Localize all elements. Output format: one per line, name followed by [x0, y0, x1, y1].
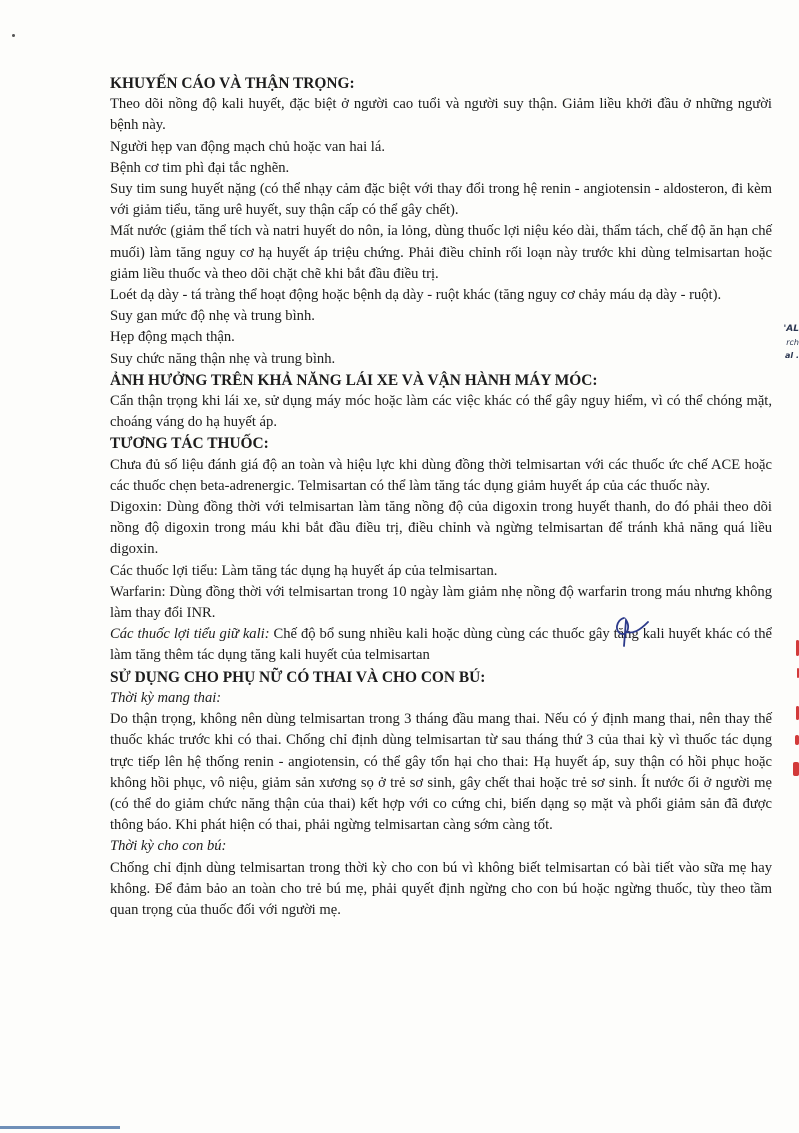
red-seal-fragment: [795, 735, 799, 745]
pregnancy-subheading: Thời kỳ mang thai:: [110, 689, 222, 706]
warnings-paragraph: Suy gan mức độ nhẹ và trung bình.: [110, 308, 315, 325]
red-seal-fragment: [793, 762, 799, 776]
margin-stamp-line: al .: [785, 351, 799, 360]
lactation-subheading: Thời kỳ cho con bú:: [110, 838, 227, 855]
driving-paragraph: Cẩn thận trọng khi lái xe, sử dụng máy móc hoặc làm các việc khác có thể gây nguy hiểm, vì có thể chóng mặt, choáng váng do hạ huyết áp.: [110, 393, 772, 431]
scan-speck-mark: [12, 34, 15, 37]
pregnancy-paragraph: Do thận trọng, không nên dùng telmisartan trong 3 tháng đầu mang thai. Nếu có ý định mang thai, nên thay thế thuốc khác trước khi có thai. Chống chỉ định dùng telmisartan từ sau tháng thứ 3 của thai kỳ vì thuốc tác dụng trực tiếp lên hệ thống renin - angiotensin, có thể gây tổn hại cho thai: Hạ huyết áp, suy thận có hồi phục hoặc không hồi phục, vô niệu, giảm sản xương sọ ở trẻ sơ sinh, gây chết thai hoặc trẻ sơ sinh. Ít nước ối ở người mẹ (có thể do giảm chức năng thận của thai) kết hợp với co cứng chi, biến dạng sọ mặt và phổi giảm sản đã được thông báo. Khi phát hiện có thai, phải ngừng telmisartan càng sớm càng tốt.: [110, 711, 772, 834]
interaction-warfarin: Warfarin: Dùng đồng thời với telmisartan trong 10 ngày làm giảm nhẹ nồng độ warfarin trong máu nhưng không làm thay đổi INR.: [110, 583, 772, 622]
lactation-paragraph: Chống chỉ định dùng telmisartan trong thời kỳ cho con bú vì không biết telmisartan có bài tiết vào sữa mẹ hay không. Để đảm bảo an toàn cho trẻ bú mẹ, phải quyết định ngừng cho con bú hoặc ngừng thuốc, tùy theo tầm quan trọng của thuốc đối với người mẹ.: [110, 859, 772, 918]
interaction-potassium: [110, 624, 772, 666]
interaction-digoxin: Digoxin: Dùng đồng thời với telmisartan làm tăng nồng độ của digoxin trong huyết thanh, do đó phải theo dõi nồng độ digoxin trong máu khi bắt đầu điều trị, điều chỉnh và ngừng telmisartan để tránh khả năng quá liều digoxin.: [110, 499, 772, 558]
warnings-paragraph: Suy chức năng thận nhẹ và trung bình.: [110, 350, 336, 367]
pregnancy-heading: SỬ DỤNG CHO PHỤ NỮ CÓ THAI VÀ CHO CON BÚ:: [110, 668, 486, 686]
warnings-paragraph: Người hẹp van động mạch chủ hoặc van hai lá.: [110, 138, 385, 155]
warnings-heading: KHUYẾN CÁO VÀ THẬN TRỌNG:: [110, 75, 355, 92]
interaction-potassium-label: Các thuốc lợi tiểu giữ kali:: [110, 626, 270, 643]
warnings-paragraph: Bệnh cơ tim phì đại tắc nghẽn.: [110, 159, 290, 176]
interactions-intro: Chưa đủ số liệu đánh giá độ an toàn và hiệu lực khi dùng đồng thời telmisartan với các thuốc ức chế ACE hoặc các thuốc chẹn beta-adrenergic. Telmisartan có thể làm tăng tác dụng giảm huyết áp của các thuốc này.: [110, 456, 772, 494]
interaction-diuretics: Các thuốc lợi tiểu: Làm tăng tác dụng hạ huyết áp của telmisartan.: [110, 562, 498, 579]
interaction-potassium-text: Chế độ bổ sung nhiều kali hoặc dùng cùng các thuốc gây tăng kali huyết khác có thể làm tăng thêm tác dụng tăng kali huyết của telmisartan: [110, 626, 772, 664]
warnings-paragraph: Hẹp động mạch thận.: [110, 329, 235, 346]
interactions-heading: TƯƠNG TÁC THUỐC:: [110, 435, 269, 453]
driving-heading: ẢNH HƯỞNG TRÊN KHẢ NĂNG LÁI XE VÀ VẬN HÀNH MÁY MÓC:: [110, 371, 598, 389]
handwritten-signature: [606, 612, 652, 648]
margin-stamp-text: [771, 323, 799, 362]
warnings-paragraph: Loét dạ dày - tá tràng thể hoạt động hoặc bệnh dạ dày - ruột khác (tăng nguy cơ chảy máu dạ dày - ruột).: [110, 287, 722, 304]
warnings-paragraph: Suy tim sung huyết nặng (có thể nhạy cảm đặc biệt với thay đổi trong hệ renin - angiotensin - aldosteron, đi kèm với giảm tiểu, tăng urê huyết, suy thận cấp có thể gây chết).: [110, 181, 772, 219]
margin-stamp-line: rch: [786, 338, 799, 347]
warnings-paragraph: Theo dõi nồng độ kali huyết, đặc biệt ở người cao tuổi và người suy thận. Giảm liều khởi đầu ở những người bệnh này.: [110, 96, 772, 134]
margin-stamp-line: 'AL: [783, 324, 799, 334]
scan-edge-line: [0, 1126, 120, 1129]
warnings-paragraph: Mất nước (giảm thể tích và natri huyết do nôn, ỉa lỏng, dùng thuốc lợi niệu kéo dài, thẩm tách, chế độ ăn hạn chế muối) làm tăng nguy cơ hạ huyết áp triệu chứng. Phải điều chỉnh rối loạn này trước khi dùng telmisartan hoặc giảm liều thuốc và theo dõi chặt chẽ khi bắt đầu điều trị.: [110, 223, 772, 282]
document-body: [110, 73, 772, 921]
